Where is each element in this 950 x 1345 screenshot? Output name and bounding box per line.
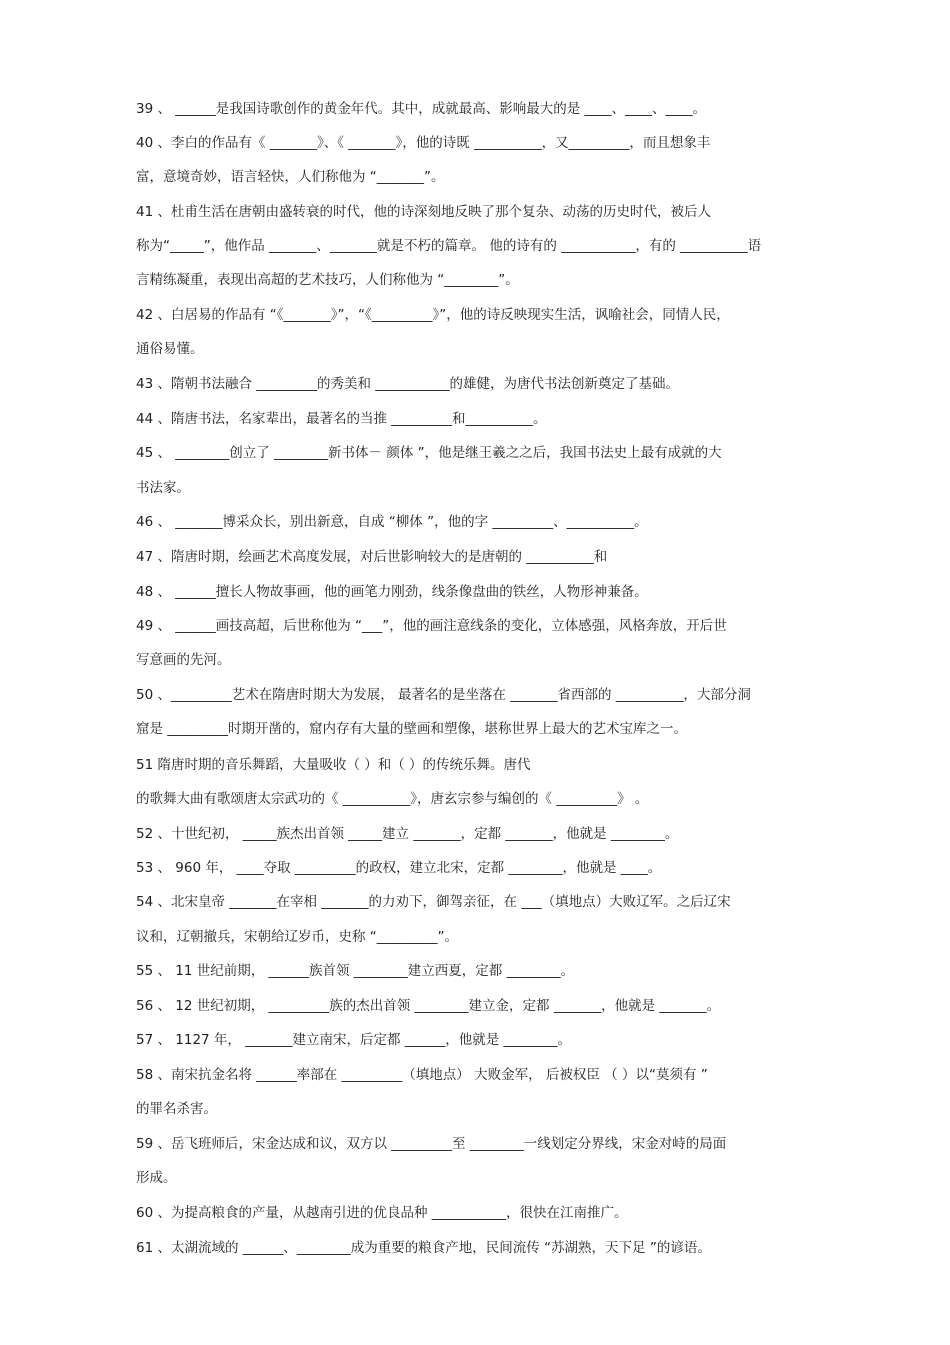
text-line: 54 、北宋皇帝 _______在宰相 _______的力劝下，御驾亲征，在 ___（填地点）大败辽军。之后辽宋 (136, 894, 731, 910)
text-line: 通俗易懂。 (136, 341, 204, 357)
text-line: 55 、 11 世纪前期， ______族首领 ________建立西夏，定都 ________。 (136, 963, 575, 979)
text-line: 的罪名杀害。 (136, 1101, 217, 1117)
text-line: 57 、 1127 年， _______建立南宋，后定都 ______，他就是 ________。 (136, 1032, 572, 1048)
text-line: 60 、为提高粮食的产量，从越南引进的优良品种 ___________，很快在江南推广。 (136, 1205, 628, 1221)
text-line: 43 、隋朝书法融合 _________的秀美和 ___________的雄健，为唐代书法创新奠定了基础。 (136, 376, 680, 392)
text-line: 书法家。 (136, 480, 190, 496)
text-line: 61 、太湖流域的 ______、________成为重要的粮食产地，民间流传 “苏湖熟，天下足 ”的谚语。 (136, 1240, 711, 1256)
text-line: 的歌舞大曲有歌颂唐太宗武功的《 __________》，唐玄宗参与编创的《 _________》 。 (136, 791, 649, 807)
text-line: 51 隋唐时期的音乐舞蹈，大量吸收（ ）和（ ）的传统乐舞。唐代 (136, 757, 531, 773)
text-line: 56 、 12 世纪初期， _________族的杰出首领 ________建立金，定都 _______，他就是 _______。 (136, 998, 721, 1014)
text-line: 窟是 _________时期开凿的，窟内存有大量的壁画和塑像，堪称世界上最大的艺术宝库之一。 (136, 721, 688, 737)
text-line: 言精练凝重，表现出高超的艺术技巧，人们称他为 “________”。 (136, 272, 519, 288)
text-line: 形成。 (136, 1170, 177, 1186)
text-line: 53 、 960 年， ____夺取 _________的政权，建立北宋，定都 ________，他就是 ____。 (136, 860, 662, 876)
text-line: 58 、南宋抗金名将 ______率部在 _________（填地点） 大败金军， 后被权臣 （ ）以“莫须有 ” (136, 1067, 708, 1083)
text-line: 45 、 ________创立了 ________新书体－ 颜体 ”，他是继王羲之之后，我国书法史上最有成就的大 (136, 445, 722, 461)
text-line: 议和，辽朝撤兵，宋朝给辽岁币，史称 “_________”。 (136, 929, 459, 945)
text-line: 写意画的先河。 (136, 652, 231, 668)
text-line: 59 、岳飞班师后，宋金达成和议，双方以 _________至 ________一线划定分界线，宋金对峙的局面 (136, 1136, 727, 1152)
text-line: 称为“_____”，他作品 _______、_______就是不朽的篇章。 他的诗有的 ___________，有的 __________语 (136, 238, 762, 254)
text-line: 46 、 _______博采众长，别出新意，自成 “柳体 ”，他的字 _________、__________。 (136, 514, 648, 530)
text-line: 50 、_________艺术在隋唐时期大为发展， 最著名的是坐落在 _______省西部的 __________，大部分洞 (136, 687, 751, 703)
text-line: 39 、 ______是我国诗歌创作的黄金年代。其中，成就最高、影响最大的是 ____、____、____。 (136, 101, 707, 117)
text-line: 48 、 ______擅长人物故事画，他的画笔力刚劲，线条像盘曲的铁丝，人物形神兼备。 (136, 584, 648, 600)
text-line: 富，意境奇妙，语言轻快，人们称他为 “_______”。 (136, 169, 445, 185)
text-line: 49 、 ______画技高超，后世称他为 “___”，他的画注意线条的变化，立体感强，风格奔放，开后世 (136, 618, 727, 634)
text-line: 42 、白居易的作品有 “《_______》”，“《_________》”，他的诗反映现实生活，讽喻社会，同情人民， (136, 307, 730, 323)
text-line: 52 、十世纪初， _____族杰出首领 _____建立 _______，定都 _______，他就是 ________。 (136, 826, 679, 842)
text-line: 47 、隋唐时期，绘画艺术高度发展，对后世影响较大的是唐朝的 __________和 (136, 549, 608, 565)
text-line: 44 、隋唐书法，名家辈出，最著名的当推 _________和__________。 (136, 411, 547, 427)
text-line: 40 、李白的作品有《 _______》、《 _______》，他的诗既 __________，又_________，而且想象丰 (136, 135, 711, 151)
text-line: 41 、杜甫生活在唐朝由盛转衰的时代，他的诗深刻地反映了那个复杂、动荡的历史时代，被后人 (136, 204, 711, 220)
